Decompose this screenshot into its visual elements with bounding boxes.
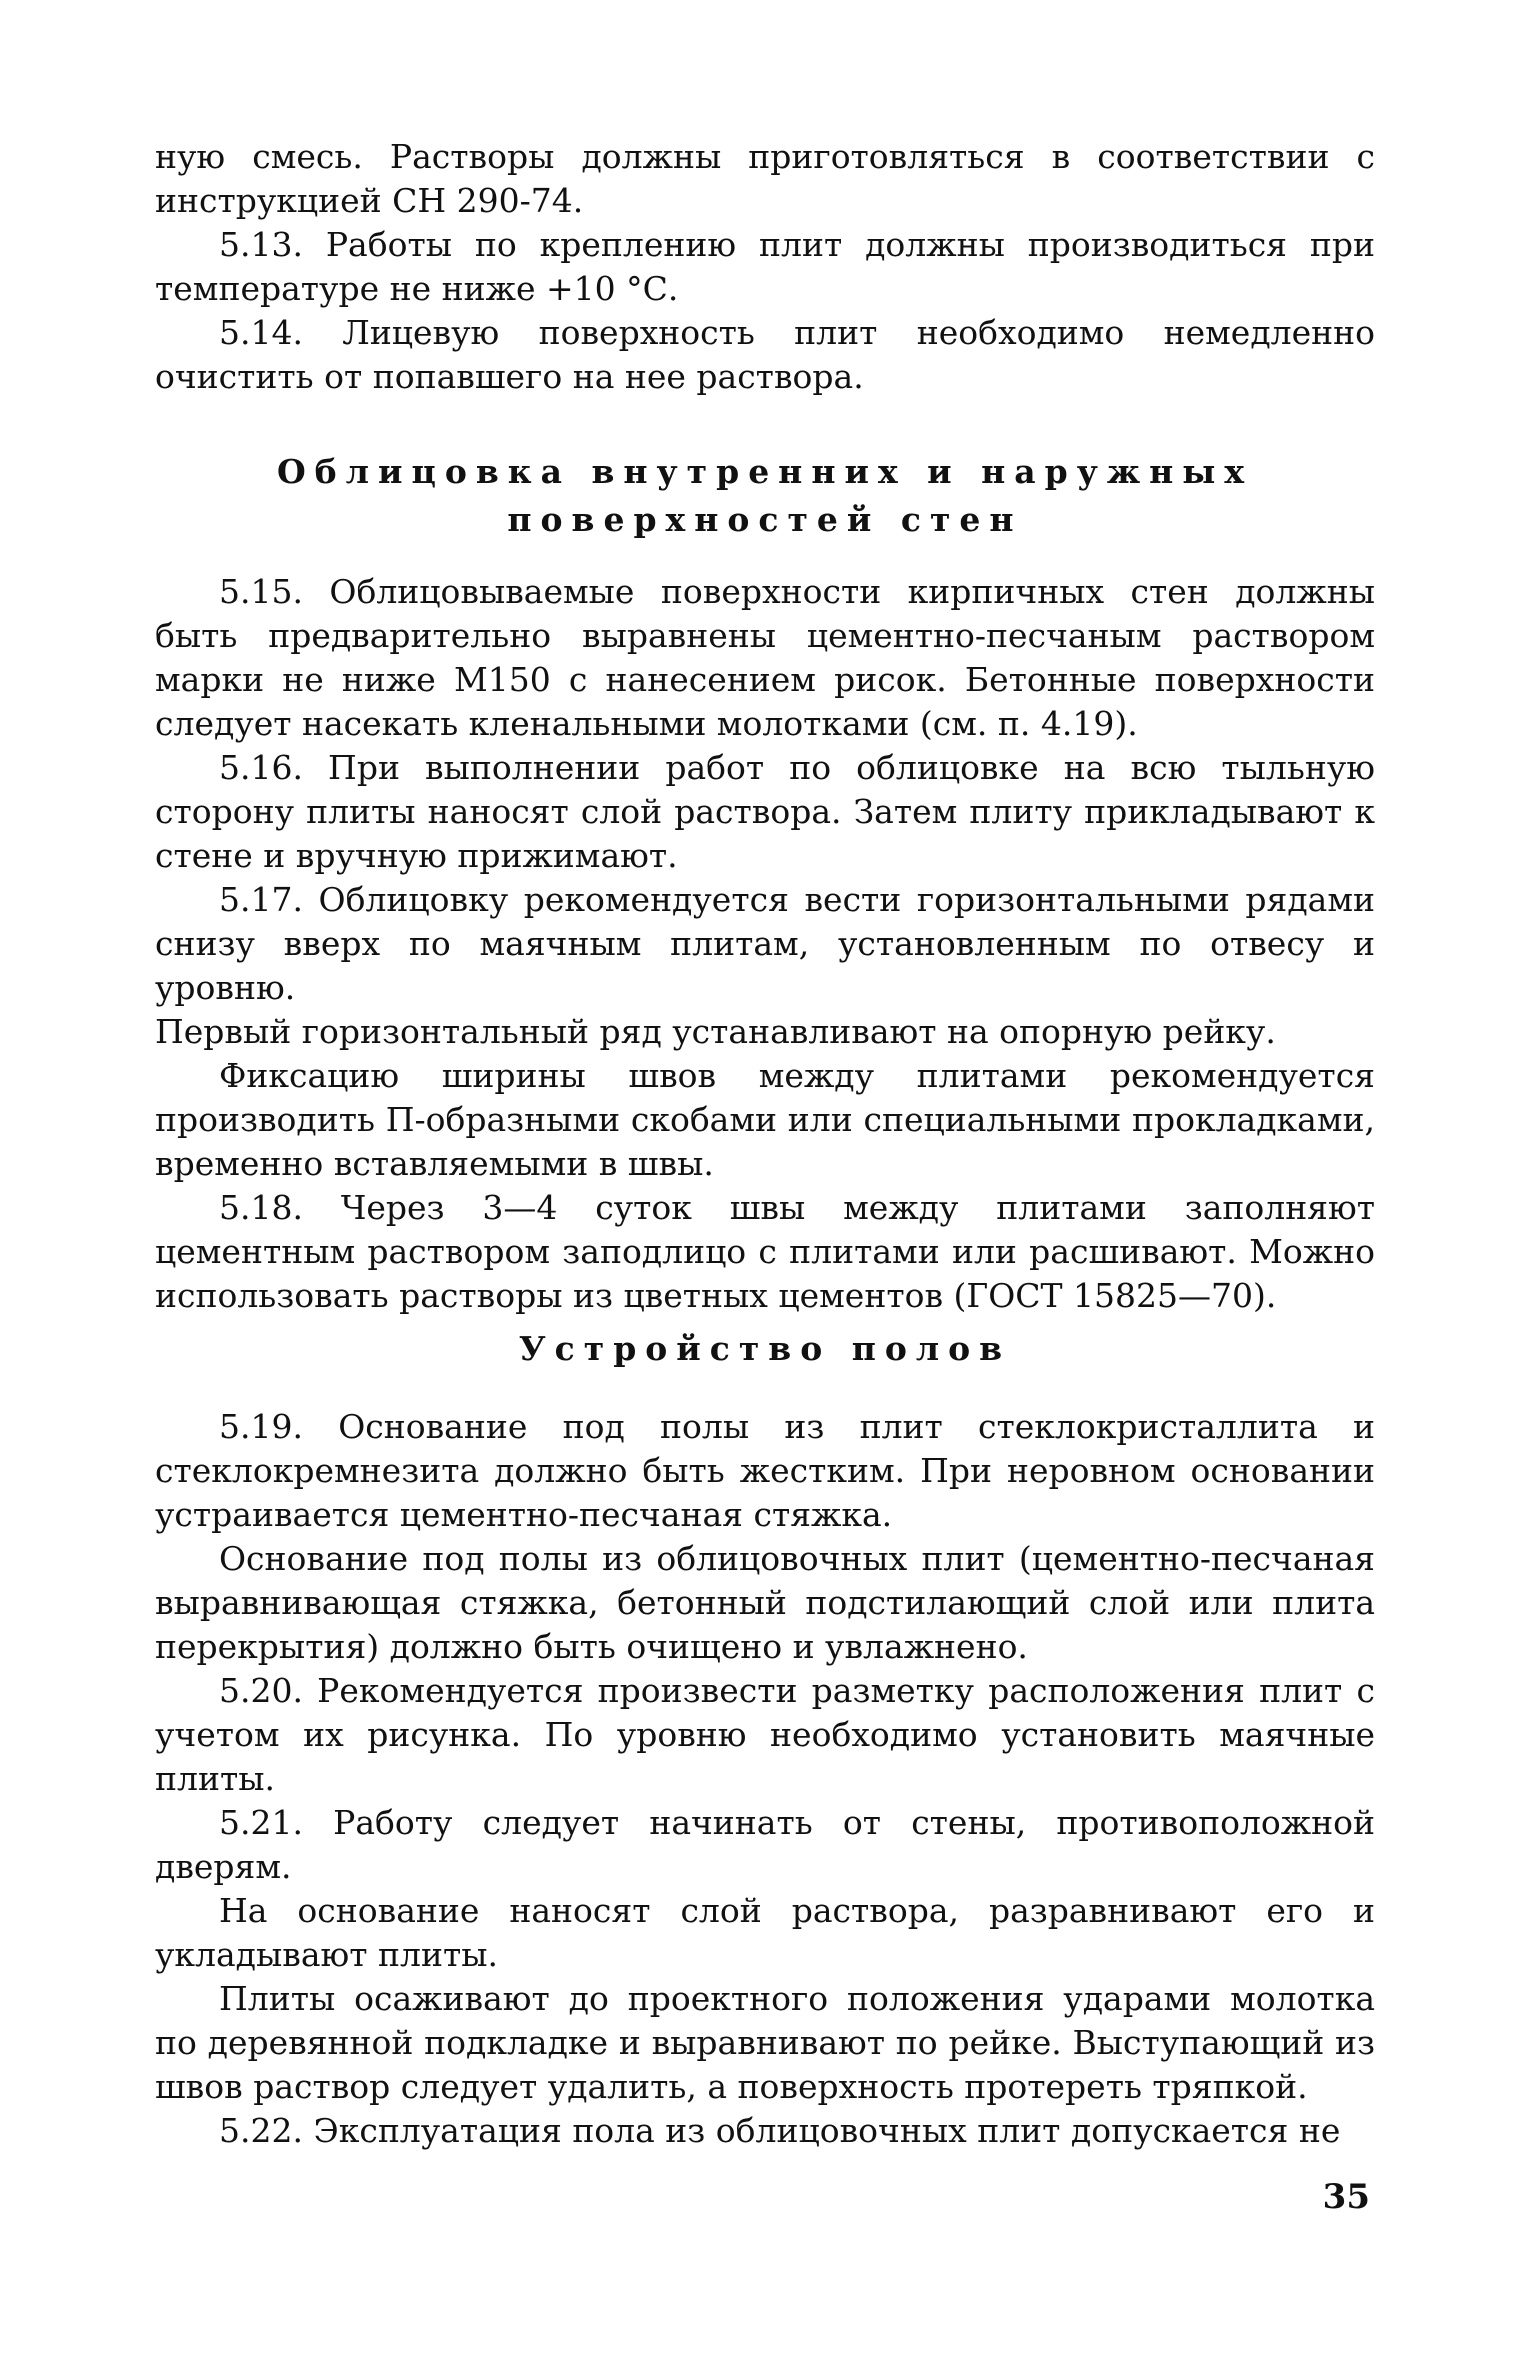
- paragraph-5-18: 5.18. Через 3—4 суток швы между плитами заполняют цементным раствором заподлицо с плитами или расшивают. Можно использовать растворы из цветных цементов (ГОСТ 15825—70).: [155, 1188, 1375, 1315]
- paragraph-5-16: 5.16. При выполнении работ по облицовке на всю тыльную сторону плиты наносят слой раствора. Затем плиту прикладывают к стене и вручную прижимают.: [155, 748, 1375, 875]
- paragraph-5-21-settle: Плиты осаживают до проектного положения ударами молотка по деревянной подкладке и выравнивают по рейке. Выступающий из швов раствор следует удалить, а поверхность протереть тряпкой.: [155, 1979, 1375, 2106]
- heading-line-1: Облицовка внутренних и наружных: [276, 452, 1254, 491]
- paragraph-5-19: 5.19. Основание под полы из плит стеклокристаллита и стеклокремнезита должно быть жестким. При неровном основании устраивается цементно-песчаная стяжка.: [155, 1407, 1375, 1534]
- paragraph-5-13: 5.13. Работы по креплению плит должны производиться при температуре не ниже +10 °С.: [155, 225, 1375, 308]
- heading-line-2: поверхностей стен: [507, 500, 1023, 539]
- paragraph-5-21: 5.21. Работу следует начинать от стены, противоположной дверям.: [155, 1803, 1375, 1886]
- paragraph-5-20: 5.20. Рекомендуется произвести разметку расположения плит с учетом их рисунка. По уровню необходимо установить маячные плиты.: [155, 1671, 1375, 1798]
- paragraph-5-19-base: Основание под полы из облицовочных плит (цементно-песчаная выравнивающая стяжка, бетонный подстилающий слой или плита перекрытия) должно быть очищено и увлажнено.: [155, 1539, 1375, 1666]
- paragraph-5-15: 5.15. Облицовываемые поверхности кирпичных стен должны быть предварительно выравнены цементно-песчаным раствором марки не ниже М150 с нанесением рисок. Бетонные поверхности следует насекать кленальными молотками (см. п. 4.19).: [155, 572, 1375, 743]
- paragraph-5-17-joints: Фиксацию ширины швов между плитами рекомендуется производить П-образными скобами или специальными прокладками, временно вставляемыми в швы.: [155, 1056, 1375, 1183]
- paragraph-5-17: 5.17. Облицовку рекомендуется вести горизонтальными рядами снизу вверх по маячным плитам, установленным по отвесу и уровню.: [155, 880, 1375, 1007]
- heading-wall-cladding: [155, 448, 1375, 544]
- section-floors: [155, 1405, 1375, 2153]
- heading-floors: [155, 1325, 1375, 1373]
- paragraph-5-21-mortar: На основание наносят слой раствора, разравнивают его и укладывают плиты.: [155, 1891, 1375, 1974]
- heading-floors-line: Устройство полов: [518, 1329, 1012, 1368]
- paragraph-5-17-first-row: Первый горизонтальный ряд устанавливают на опорную рейку.: [155, 1012, 1276, 1051]
- section-top: [155, 135, 1375, 399]
- paragraph-5-22: 5.22. Эксплуатация пола из облицовочных плит допускается не: [219, 2111, 1341, 2150]
- page-number: 35: [1322, 2177, 1370, 2217]
- paragraph-5-14: 5.14. Лицевую поверхность плит необходимо немедленно очистить от попавшего на нее раствора.: [155, 313, 1375, 396]
- paragraph-continuation: ную смесь. Растворы должны приготовляться в соответствии с инструкцией СН 290-74.: [155, 137, 1375, 220]
- section-wall-cladding: [155, 570, 1375, 1318]
